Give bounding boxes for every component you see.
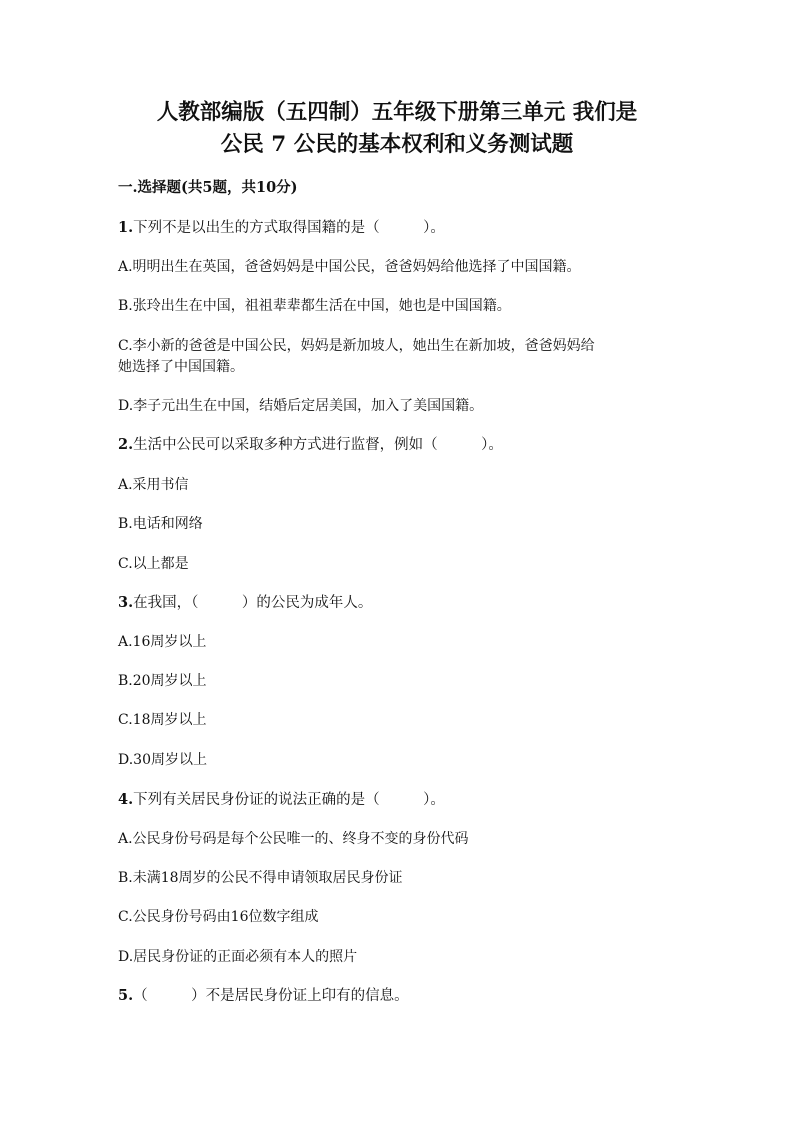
question-4	[118, 789, 698, 811]
question-number: 3.	[118, 594, 134, 611]
question-3-option-a: A.16周岁以上	[118, 634, 207, 650]
question-4-option-b: B.未满18周岁的公民不得申请领取居民身份证	[118, 870, 403, 886]
question-1-option-d: D.李子元出生在中国，结婚后定居美国，加入了美国国籍。	[118, 398, 484, 414]
question-3-option-c: C.18周岁以上	[118, 712, 207, 728]
question-number: 5.	[118, 987, 134, 1004]
question-stem: 在我国，（ ）的公民为成年人。	[133, 595, 373, 611]
question-1-option-b: B.张玲出生在中国，祖祖辈辈都生活在中国，她也是中国国籍。	[118, 298, 511, 314]
question-1-option-c: C.李小新的爸爸是中国公民，妈妈是新加坡人，她出生在新加坡，爸爸妈妈给	[118, 338, 595, 354]
question-4-option-a: A.公民身份号码是每个公民唯一的、终身不变的身份代码	[118, 831, 469, 847]
question-4-option-c: C.公民身份号码由16位数字组成	[118, 909, 319, 925]
question-2-option-b: B.电话和网络	[118, 516, 203, 532]
question-1-option-a: A.明明出生在英国，爸爸妈妈是中国公民，爸爸妈妈给他选择了中国国籍。	[118, 259, 581, 275]
question-4-option-d: D.居民身份证的正面必须有本人的照片	[118, 949, 358, 965]
question-2-option-c: C.以上都是	[118, 556, 189, 572]
question-5	[118, 985, 698, 1007]
question-number: 1.	[118, 219, 134, 236]
question-2-option-a: A.采用书信	[118, 477, 189, 493]
document-title-line-1: 人教部编版（五四制）五年级下册第三单元 我们是	[156, 100, 638, 125]
question-number: 4.	[118, 791, 134, 808]
question-stem: （ ）不是居民身份证上印有的信息。	[133, 988, 409, 1004]
question-stem: 生活中公民可以采取多种方式进行监督，例如（ ）。	[133, 437, 503, 453]
question-stem: 下列有关居民身份证的说法正确的是（ ）。	[133, 792, 445, 808]
question-number: 2.	[118, 436, 134, 453]
question-3-option-b: B.20周岁以上	[118, 673, 207, 689]
question-3-option-d: D.30周岁以上	[118, 752, 207, 768]
document-title-line-2: 公民 7 公民的基本权利和义务测试题	[220, 132, 574, 157]
question-1	[118, 217, 698, 239]
question-3	[118, 592, 698, 614]
question-stem: 下列不是以出生的方式取得国籍的是（ ）。	[133, 220, 445, 236]
section-heading: 一.选择题(共5题，共10分)	[118, 179, 298, 196]
question-2	[118, 434, 698, 456]
question-1-option-c-continued: 她选择了中国国籍。	[118, 359, 244, 375]
